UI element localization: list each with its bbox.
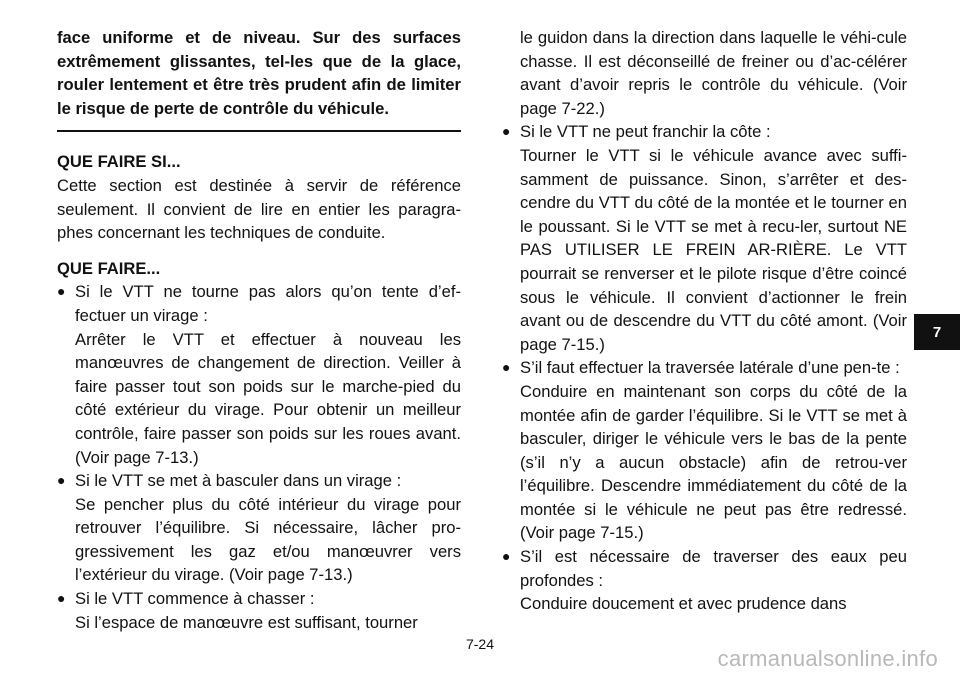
item-text: Conduire en maintenant son corps du côté de la montée afin de garder l’équilibre. Si le VTT se met à basculer, diriger le véhicule vers le bas de la pente (s’il n’y a aucun obstacle) afin de retrou-ver l’équilibre. Descendre immédiatement du côté de la montée si le véhicule ne peut pas être redressé. (Voir page 7-15.) (520, 381, 907, 543)
watermark: carmanualsonline.info (717, 646, 938, 671)
item-lead: Si le VTT ne tourne pas alors qu’on tente d’ef-fectuer un virage : (75, 282, 461, 325)
item-text: Conduire doucement et avec prudence dans (520, 594, 847, 614)
list-item (57, 469, 461, 493)
right-column (502, 26, 907, 616)
bullet-icon: ● (57, 472, 66, 489)
list-item (57, 587, 461, 611)
item-text: Se pencher plus du côté intérieur du virage pour retrouver l’équilibre. Si nécessaire, lâcher pro-gressivement les gaz et/ou manœuvrer vers l’extérieur du virage. (Voir page 7-13.) (75, 494, 461, 585)
list-item (502, 545, 907, 592)
item-text: Tourner le VTT si le véhicule avance avec suffi-samment de puissance. Sinon, s’arrêter et des-cendre du VTT du côté de la montée et le tourner en le poussant. Si le VTT se met à recu-ler, surtout NE PAS UTILISER LE FREIN AR-RIÈRE. Le VTT pourrait se renverser et le pilote risque d’être coincé sous le véhicule. Il convient d’actionner le frein avant ou de descendre du VTT du côté amont. (Voir page 7-15.) (520, 145, 907, 354)
section-title: QUE FAIRE SI... (57, 152, 181, 172)
left-column (57, 26, 461, 634)
item-lead: Si le VTT commence à chasser : (75, 589, 315, 609)
item-lead: Si le VTT se met à basculer dans un virage : (75, 471, 402, 491)
warning-text: face uniforme et de niveau. Sur des surfaces extrêmement glissantes, tel-les que de la glace, rouler lentement et être très prudent afin de limiter le risque de perte de contrôle du véhicule. (57, 28, 461, 118)
chapter-tab: 7 (914, 314, 960, 350)
section-intro: Cette section est destinée à servir de référence seulement. Il convient de lire en entier les paragra-phes concernant les techniques de conduite. (57, 175, 461, 243)
page-number: 7-24 (465, 636, 495, 652)
list-item (57, 280, 461, 327)
list-item (502, 356, 907, 380)
bullet-icon: ● (57, 283, 66, 300)
item-lead: S’il est nécessaire de traverser des eaux peu profondes : (520, 547, 907, 590)
bullet-icon: ● (57, 590, 66, 607)
item-lead: S’il faut effectuer la traversée latérale d’une pen-te : (520, 358, 900, 378)
bullet-icon: ● (502, 123, 511, 140)
subsection-title: QUE FAIRE... (57, 258, 161, 278)
bullet-icon: ● (502, 548, 511, 565)
item-text: Arrêter le VTT et effectuer à nouveau les manœuvres de changement de direction. Veiller à faire passer tout son poids sur le marche-pied du côté extérieur du virage. Pour obtenir un meilleur contrôle, faire passer son poids sur les roues avant. (Voir page 7-13.) (75, 329, 461, 467)
list-item (502, 120, 907, 144)
divider-rule (57, 130, 461, 132)
continuation-text: le guidon dans la direction dans laquelle le véhi-cule chasse. Il est déconseillé de freiner ou d’ac-célérer avant d’avoir repris le contrôle du véhicule. (Voir page 7-22.) (520, 28, 907, 118)
bullet-icon: ● (502, 359, 511, 376)
item-text: Si l’espace de manœuvre est suffisant, tourner (75, 612, 418, 632)
item-lead: Si le VTT ne peut franchir la côte : (520, 122, 771, 142)
